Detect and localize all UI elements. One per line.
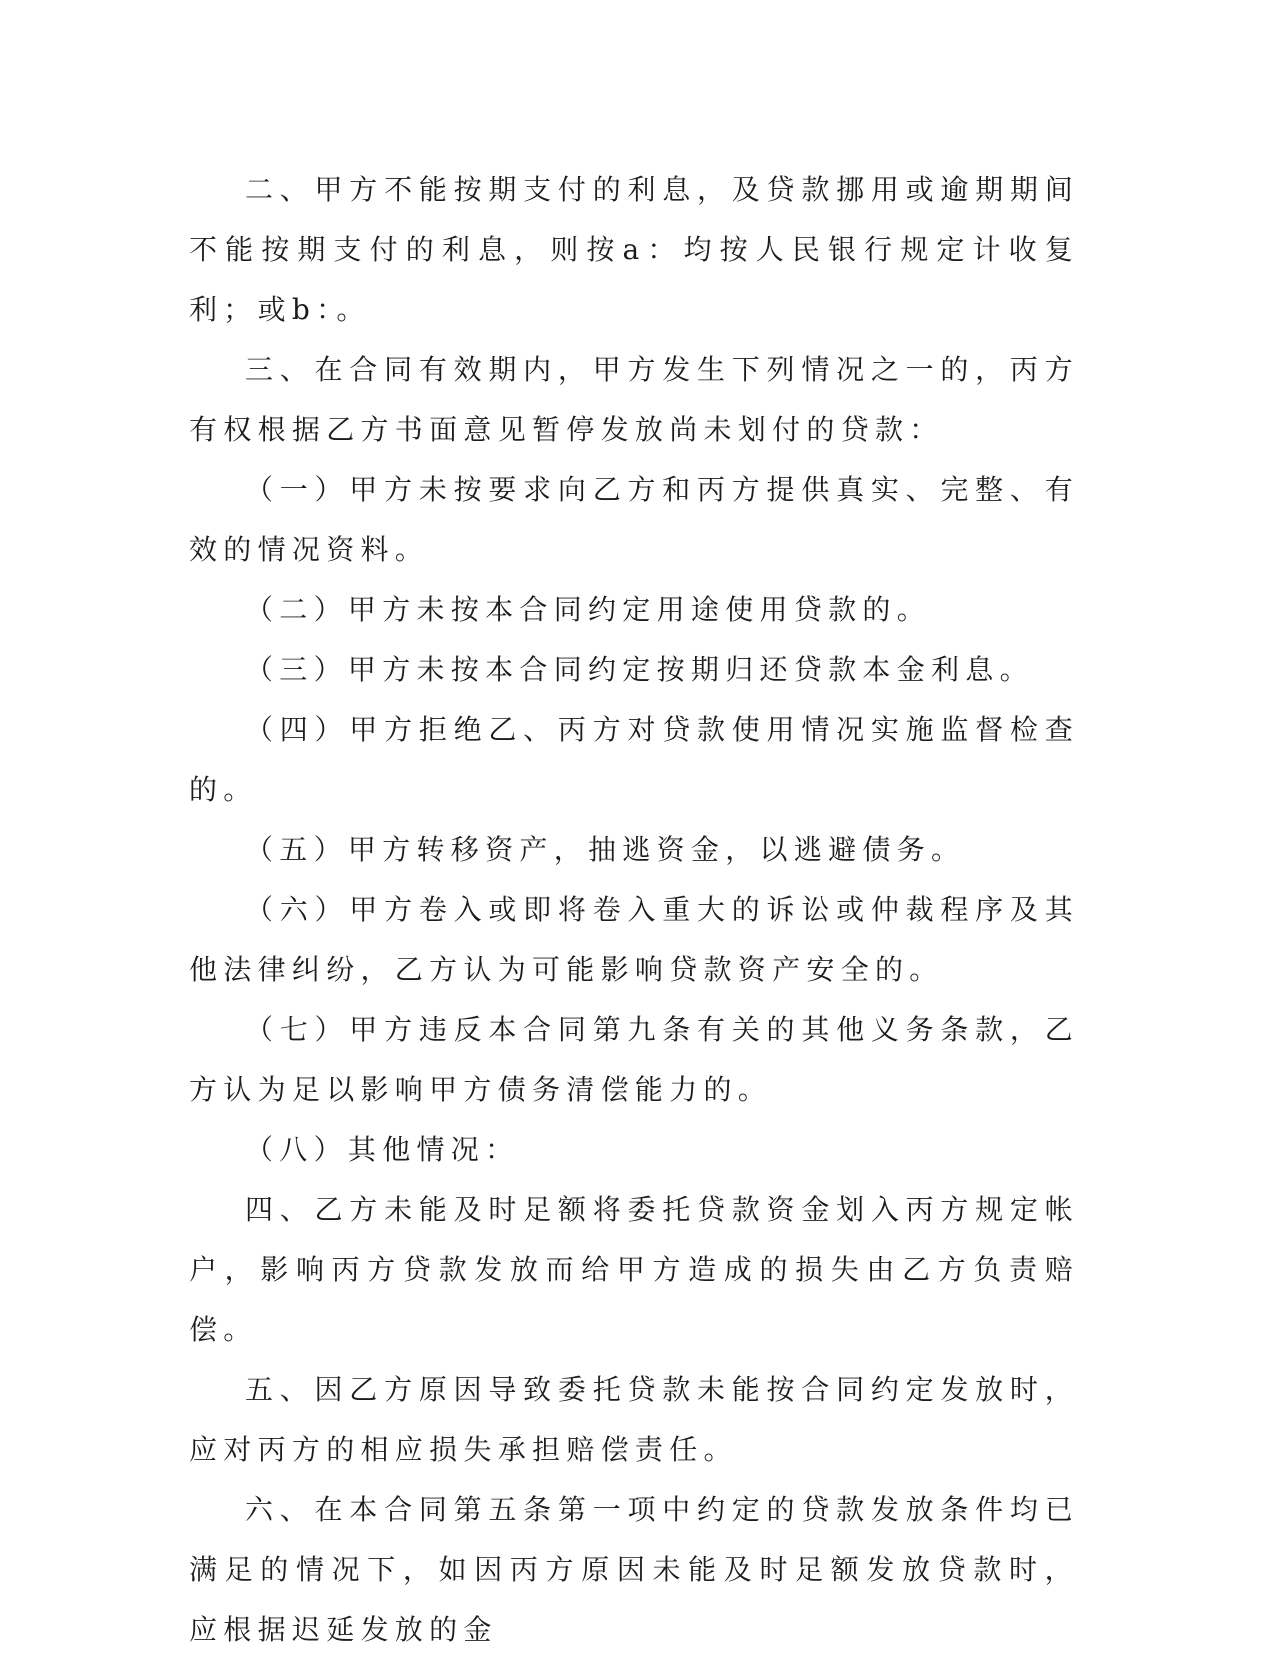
clause-3-item-2: （二）甲方未按本合同约定用途使用贷款的。 [245, 593, 932, 626]
clause-3-item-5: （五）甲方转移资产，抽逃资金，以逃避债务。 [245, 833, 966, 866]
clause-3-item-7: （七）甲方违反本合同第九条有关的其他义务条款，乙方认为足以影响甲方债务清偿能力的。 [189, 1013, 1079, 1106]
clause-2-paragraph: 二、甲方不能按期支付的利息，及贷款挪用或逾期期间不能按期支付的利息，则按a：均按人民银行规定计收复利；或b：。 [189, 173, 1079, 326]
clause-3-paragraph: 三、在合同有效期内，甲方发生下列情况之一的，丙方有权根据乙方书面意见暂停发放尚未划付的贷款： [189, 353, 1079, 446]
document-body [189, 160, 1079, 1660]
clause-3-item-8: （八）其他情况： [245, 1133, 520, 1166]
clause-3-item-6: （六）甲方卷入或即将卷入重大的诉讼或仲裁程序及其他法律纠纷，乙方认为可能影响贷款资产安全的。 [189, 893, 1079, 986]
clause-3-item-4: （四）甲方拒绝乙、丙方对贷款使用情况实施监督检查的。 [189, 713, 1079, 806]
clause-6-paragraph: 六、在本合同第五条第一项中约定的贷款发放条件均已满足的情况下，如因丙方原因未能及时足额发放贷款时，应根据迟延发放的金 [189, 1493, 1079, 1646]
clause-4-paragraph: 四、乙方未能及时足额将委托贷款资金划入丙方规定帐户，影响丙方贷款发放而给甲方造成的损失由乙方负责赔偿。 [189, 1193, 1079, 1346]
clause-3-item-3: （三）甲方未按本合同约定按期归还贷款本金利息。 [245, 653, 1034, 686]
clause-3-item-1: （一）甲方未按要求向乙方和丙方提供真实、完整、有效的情况资料。 [189, 473, 1079, 566]
clause-5-paragraph: 五、因乙方原因导致委托贷款未能按合同约定发放时，应对丙方的相应损失承担赔偿责任。 [189, 1373, 1079, 1466]
